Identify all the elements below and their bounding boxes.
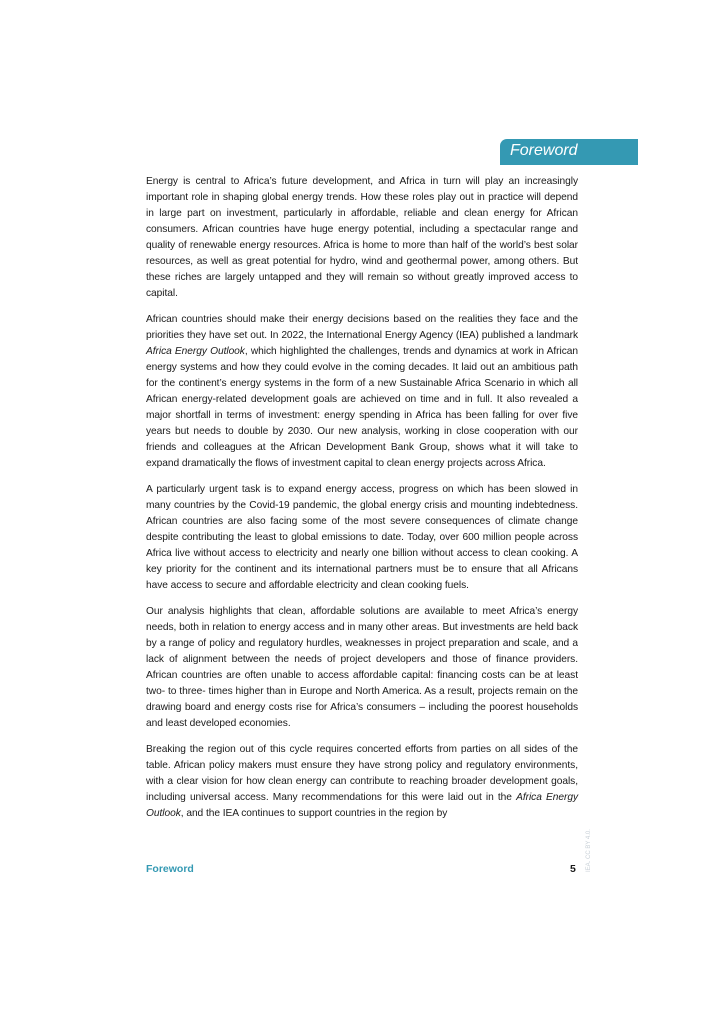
page-number: 5 [570,863,576,875]
paragraph-5: Breaking the region out of this cycle requires concerted efforts from parties on all sides of the table. African policy makers must ensure they have strong policy and regulatory environments, with a clear vision for how clean energy can contribute to reaching broader development goals, including universal access. Many recommendations for this were laid out in the Africa Energy Outlook, and the IEA continues to support countries in the region by [146,744,578,819]
paragraph-3: A particularly urgent task is to expand energy access, progress on which has been slowed in many countries by the Covid-19 pandemic, the global energy crisis and mounting indebtedness. African countries are also facing some of the most severe consequences of climate change despite contributing the least to global emissions to date. Today, over 600 million people across Africa live without access to electricity and nearly one billion without access to clean cooking. A key priority for the continent and its international partners must be to ensure that all Africans have access to secure and affordable electricity and clean cooking fuels. [146,484,578,591]
footer-section-label: Foreword [146,863,194,875]
license-watermark: IEA. CC BY 4.0. [586,829,592,872]
body-text [146,174,578,832]
publication-title: Africa Energy Outlook [146,792,578,819]
paragraph-2: African countries should make their energy decisions based on the realities they face and the priorities they have set out. In 2022, the International Energy Agency (IEA) published a landmark Africa Energy Outlook, which highlighted the challenges, trends and dynamics at work in African energy systems and how they could evolve in the coming decades. It laid out an ambitious path for the continent’s energy systems in the form of a new Sustainable Africa Scenario in which all African energy-related development goals are achieved on time and in full. It also revealed a major shortfall in terms of investment: energy spending in Africa has been falling for over five years but needs to double by 2030. Our new analysis, working in close cooperation with our friends and colleagues at the African Development Bank Group, shows what it will take to expand dramatically the flows of investment capital to clean energy projects across Africa. [146,314,579,469]
section-header-tab [500,139,638,165]
paragraph-4: Our analysis highlights that clean, affordable solutions are available to meet Africa’s energy needs, both in relation to energy access and in many other areas. But investments are held back by a range of policy and regulatory hurdles, weaknesses in project preparation and scale, and a lack of alignment between the needs of project developers and those of finance providers. African countries are often unable to access affordable capital: financing costs can be at least two- to three- times higher than in Europe and North America. As a result, projects remain on the drawing board and energy costs rise for Africa’s consumers – including the poorest households and least developed economies. [146,606,578,729]
publication-title: Africa Energy Outlook [146,346,245,357]
section-title: Foreword [510,142,578,159]
paragraph-1: Energy is central to Africa’s future development, and Africa in turn will play an increasingly important role in shaping global energy trends. How these roles play out in practice will depend in large part on investment, particularly in affordable, reliable and clean energy for African consumers. African countries have huge energy potential, including a spectacular range and quality of renewable energy resources. Africa is home to more than half of the world’s best solar resources, as well as great potential for hydro, wind and geothermal power, among others. But these riches are largely untapped and they will remain so without greatly improved access to capital. [146,176,578,299]
